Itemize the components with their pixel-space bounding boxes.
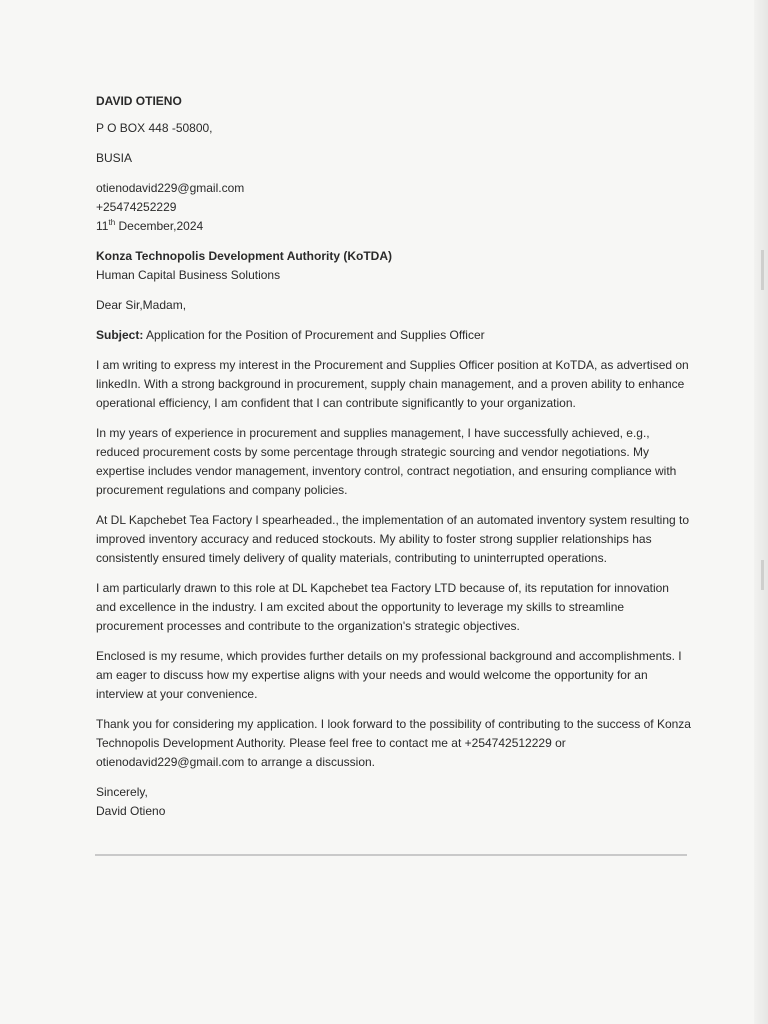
subject-line xyxy=(96,326,696,345)
cover-letter xyxy=(96,92,696,821)
horizontal-divider xyxy=(95,854,687,856)
body-paragraph-1: I am writing to express my interest in the Procurement and Supplies Officer position at KoTDA, as advertised on linkedIn. With a strong background in procurement, supply chain management, and a proven ability to enhance operational efficiency, I am confident that I can contribute significantly to your organization. xyxy=(96,358,689,410)
sender-name: DAVID OTIENO xyxy=(96,94,182,108)
subject-label: Subject: xyxy=(96,328,144,342)
body-paragraph-5: Enclosed is my resume, which provides further details on my professional background and accomplishments. I am eager to discuss how my expertise aligns with your needs and would welcome the opportunity for an interview at your convenience. xyxy=(96,649,682,701)
body-paragraph-6: Thank you for considering my application. I look forward to the possibility of contributing to the success of Konza Technopolis Development Authority. Please feel free to contact me at +254742512229 or otienodavid229@gmail.com to arrange a discussion. xyxy=(96,717,691,769)
sender-email: otienodavid229@gmail.com xyxy=(96,181,245,195)
scan-edge-mark xyxy=(761,250,764,290)
salutation: Dear Sir,Madam, xyxy=(96,298,187,312)
body-paragraph-4: I am particularly drawn to this role at DL Kapchebet tea Factory LTD because of, its reputation for innovation and excellence in the industry. I am excited about the opportunity to leverage my skills to streamline procurement processes and contribute to the organization's strategic objectives. xyxy=(96,581,669,633)
scan-edge-mark xyxy=(761,560,764,590)
recipient-department: Human Capital Business Solutions xyxy=(96,268,281,282)
sender-phone: +25474252229 xyxy=(96,200,177,214)
recipient-organization: Konza Technopolis Development Authority (KoTDA) xyxy=(96,249,392,263)
subject-text: Application for the Position of Procurement and Supplies Officer xyxy=(143,328,485,342)
sender-address-line2: BUSIA xyxy=(96,151,133,165)
signature-name: David Otieno xyxy=(96,804,166,818)
body-paragraph-2: In my years of experience in procurement and supplies management, I have successfully achieved, e.g., reduced procurement costs by some percentage through strategic sourcing and vendor negotiations. My expertise includes vendor management, inventory control, contract negotiation, and ensuring compliance with procurement regulations and company policies. xyxy=(96,426,677,497)
body-paragraph-3: At DL Kapchebet Tea Factory I spearheaded., the implementation of an automated inventory system resulting to improved inventory accuracy and reduced stockouts. My ability to foster strong supplier relationships has consistently ensured timely delivery of quality materials, contributing to uninterrupted operations. xyxy=(96,513,690,565)
letter-date xyxy=(96,217,696,236)
date-rest: December,2024 xyxy=(115,219,204,233)
sender-address-line1: P O BOX 448 -50800, xyxy=(96,121,213,135)
date-day: 11 xyxy=(96,219,109,233)
scan-edge-shadow xyxy=(754,0,768,1024)
date-suffix: th xyxy=(108,218,116,227)
closing: Sincerely, xyxy=(96,785,148,799)
